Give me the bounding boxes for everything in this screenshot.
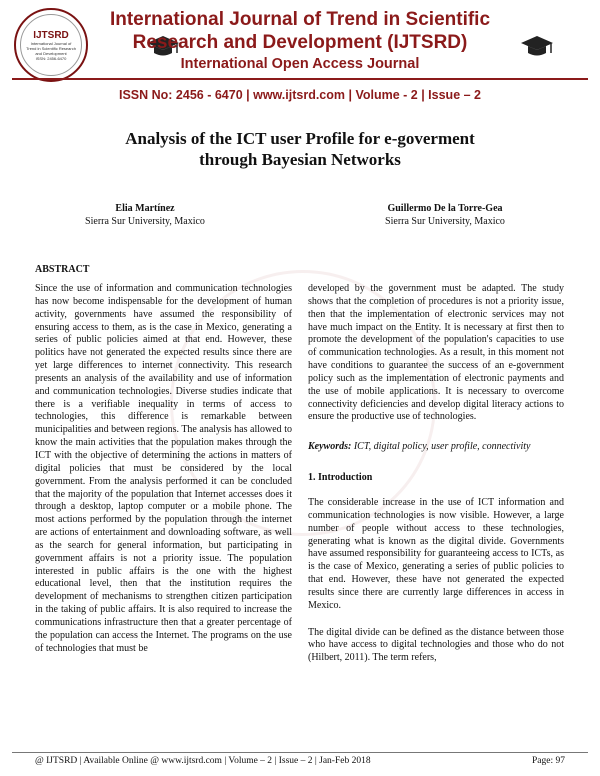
abstract-left-column <box>35 283 292 655</box>
author-affiliation: Sierra Sur University, Maxico <box>385 216 505 227</box>
introduction-heading: 1. Introduction <box>308 472 373 484</box>
journal-logo <box>14 8 88 82</box>
author-name: Elia Martínez <box>115 203 175 214</box>
author-affiliation: Sierra Sur University, Maxico <box>85 216 205 227</box>
author-2 <box>345 202 545 228</box>
footer-info: @ IJTSRD | Available Online @ www.ijtsrd.com | Volume – 2 | Issue – 2 | Jan-Feb 2018 <box>35 756 371 766</box>
keywords-text: ICT, digital policy, user profile, connectivity <box>351 441 531 453</box>
issn-line: ISSN No: 2456 - 6470 | www.ijtsrd.com | Volume - 2 | Issue – 2 <box>118 88 481 102</box>
journal-subtitle: International Open Access Journal <box>180 56 420 72</box>
page-number: Page: 97 <box>532 756 565 766</box>
footer-divider <box>12 752 588 753</box>
graduation-cap-icon <box>520 34 554 58</box>
introduction-paragraph-1: The considerable increase in the use of ICT information and communication technologies is now visible. However, a large number of people without access to these technologies, generating what is known as the digital divide. Governments have assumed responsibility for guaranteeing access to ICTs, as is the case of Mexico, generating a series of public policies to that end. However, these have not generated the expected results since there are currently large differences in access in Mexico. <box>308 496 564 611</box>
header-divider <box>12 78 588 80</box>
logo-acronym: IJTSRD <box>33 29 69 41</box>
logo-issn: ISSN: 2456-6470 <box>35 55 67 61</box>
author-name: Guillermo De la Torre-Gea <box>387 203 503 214</box>
abstract-right-text: developed by the government must be adapted. The study shows that the completion of procedures is not a priority issue, then that the implementation of electronic services may not have much impact on the Entity. It is necessary at first then to promote the development of the population's capacities to use of communication technologies. As a result, in this moment not have conditions to guarantee the success of an e-government policy such as the implementation of electronic payments and the use of mobile applications. It is necessary to overcome connectivity deficiencies and develop digital literacy actions to ensure the productive use of technologies. <box>308 283 564 423</box>
keywords-label: Keywords: <box>308 441 352 453</box>
abstract-left-text: Since the use of information and communication technologies has now become indispensable for the development of human activity, governments have assumed the responsibility of ensuring access to them, as is the case in Mexico, generating a series of public policies aimed at that end. However, these politics have not generated the expected results since there are yet large differences to internet connectivity. This research presents an analysis of the availability and use of information and communication technologies. Diverse studies indicate that there is a verifiable inequality in terms of access to technologies, this difference is remarkable between municipalities and between regions. The analysis has allowed to know the main activities that the population makes through the ICT with the objective of determining the actions in matters of digital policies that must be considered by the local government. From the analysis performed it can be concluded that the majority of the population that Internet accesses does it through a desktop, laptop computer or a mobile phone. The most actions performed by the population through the internet are actions of entertainment and downloading software, as well as the search for general information, but participating in government affairs is not a priority issue. The population interested in public affairs is the one with the highest educational level, then that the institution requires the development of mechanisms to strengthen citizen participation in the taking of public affairs. It is also required to increase the communications infrastructure then that a greater percentage of the population can access the Internet. The programs on the use of technologies that must be <box>35 283 292 654</box>
right-column <box>308 283 564 665</box>
logo-full-name: International Journal of Trend in Scientific Research and Development <box>26 40 76 56</box>
author-1 <box>60 202 230 228</box>
introduction-paragraph-2: The digital divide can be defined as the distance between those who have access to digital technologies and those who do not (Hilbert, 2011). The term refers, <box>308 626 564 664</box>
keywords <box>308 441 564 454</box>
journal-title <box>100 8 500 54</box>
journal-title-line2: Research and Development (IJTSRD) <box>132 32 468 53</box>
paper-title <box>60 128 540 170</box>
paper-title-line1: Analysis of the ICT user Profile for e-goverment <box>125 129 475 148</box>
paper-title-line2: through Bayesian Networks <box>199 150 401 169</box>
journal-title-line1: International Journal of Trend in Scientific <box>109 9 491 30</box>
abstract-heading: ABSTRACT <box>35 264 90 275</box>
